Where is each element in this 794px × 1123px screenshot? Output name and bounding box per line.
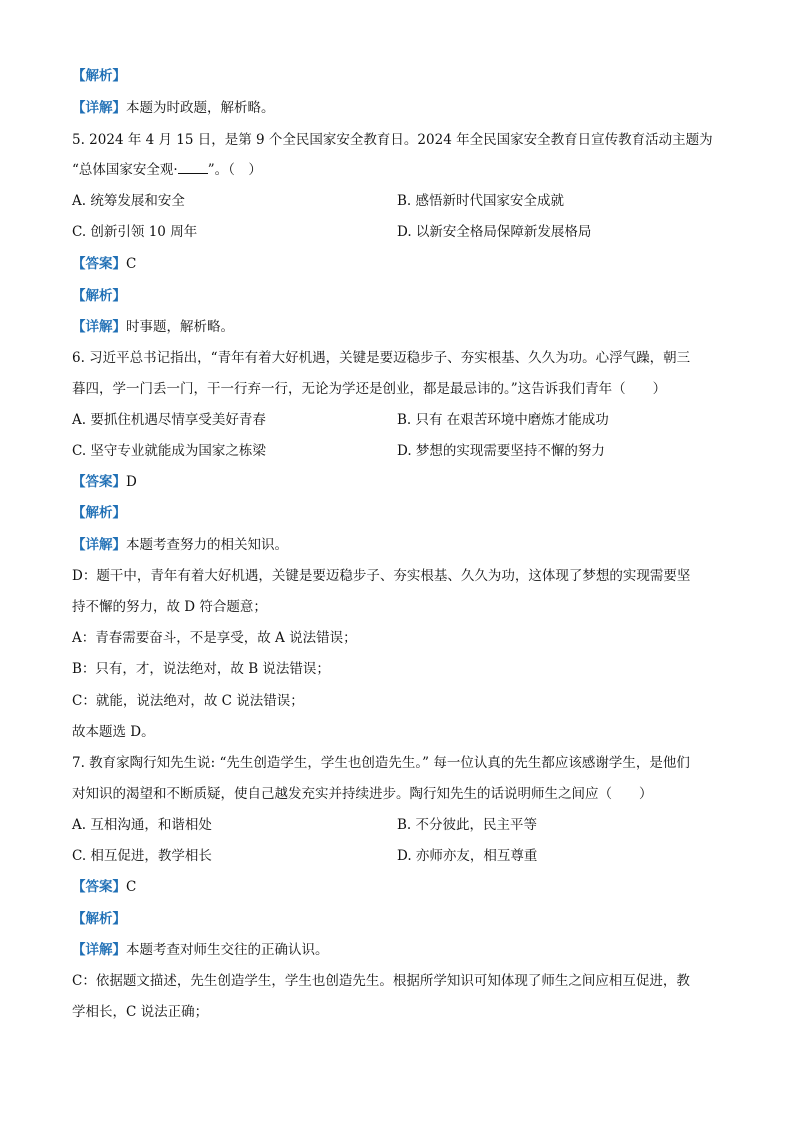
fill-blank (178, 161, 208, 174)
question-7-answer: 【答案】C (72, 879, 137, 895)
question-5-option-a: A. 统筹发展和安全 (72, 193, 185, 209)
question-7-stem-line-2: 对知识的渴望和不断质疑，使自己越发充实并持续进步。陶行知先生的话说明师生之间应（ ） (72, 786, 653, 802)
question-6-option-a: A. 要抓住机遇尽情享受美好青春 (72, 412, 266, 428)
question-6-option-d: D. 梦想的实现需要坚持不懈的努力 (397, 443, 605, 459)
analysis-heading: 【解析】 (72, 68, 126, 84)
question-5-answer: 【答案】C (72, 256, 137, 272)
question-5-option-d: D. 以新安全格局保障新发展格局 (397, 224, 592, 240)
question-5-option-b: B. 感悟新时代国家安全成就 (397, 193, 565, 209)
question-6-detail: 【详解】本题考查努力的相关知识。 (72, 537, 288, 553)
question-7-explanation-c-line-2: 学相长，C 说法正确； (72, 1004, 209, 1020)
question-7-option-a: A. 互相沟通，和谐相处 (72, 817, 212, 833)
question-5-detail: 【详解】时事题，解析略。 (72, 319, 234, 335)
question-6-explanation-d-line-2: 持不懈的努力，故 D 符合题意； (72, 599, 267, 615)
detail-line: 【详解】本题为时政题，解析略。 (72, 100, 275, 116)
question-5-option-c: C. 创新引领 10 周年 (72, 224, 198, 240)
question-6-stem-line-1: 6. 习近平总书记指出，“青年有着大好机遇，关键是要迈稳步子、夯实根基、久久为功。心浮气躁，朝三 (72, 350, 691, 366)
question-7-analysis-heading: 【解析】 (72, 911, 126, 927)
question-5-stem-line-1: 5. 2024 年 4 月 15 日，是第 9 个全民国家安全教育日。2024 年全民国家安全教育日宣传教育活动主题为 (72, 132, 713, 148)
question-7-option-c: C. 相互促进，教学相长 (72, 848, 212, 864)
question-6-explanation-a: A：青春需要奋斗，不是享受，故 A 说法错误； (72, 630, 357, 646)
question-6-explanation-c: C：就能，说法绝对，故 C 说法错误； (72, 693, 304, 709)
question-6-option-c: C. 坚守专业就能成为国家之栋梁 (72, 443, 266, 459)
question-5-stem-line-2: “总体国家安全观· ”。（ ） (72, 162, 262, 178)
question-6-stem-line-2: 暮四，学一门丢一门，干一行弃一行，无论为学还是创业，都是最忌讳的。”这告诉我们青年（ ） (72, 381, 667, 397)
question-7-explanation-c-line-1: C：依据题文描述，先生创造学生，学生也创造先生。根据所学知识可知体现了师生之间应相互促进，教 (72, 973, 690, 989)
question-7-stem-line-1: 7. 教育家陶行知先生说: “先生创造学生，学生也创造先生。” 每一位认真的先生都应该感谢学生，是他们 (72, 755, 690, 771)
question-7-option-d: D. 亦师亦友，相互尊重 (397, 848, 538, 864)
question-7-option-b: B. 不分彼此，民主平等 (397, 817, 538, 833)
question-6-explanation-d-line-1: D：题干中，青年有着大好机遇，关键是要迈稳步子、夯实根基、久久为功，这体现了梦想的实现需要坚 (72, 568, 691, 584)
question-6-analysis-heading: 【解析】 (72, 505, 126, 521)
question-7-detail: 【详解】本题考查对师生交往的正确认识。 (72, 942, 329, 958)
question-6-explanation-b: B：只有，才，说法绝对，故 B 说法错误； (72, 661, 330, 677)
question-6-conclusion: 故本题选 D。 (72, 724, 155, 740)
question-5-analysis-heading: 【解析】 (72, 288, 126, 304)
question-6-option-b: B. 只有 在艰苦环境中磨炼才能成功 (397, 412, 609, 428)
question-6-answer: 【答案】D (72, 474, 137, 490)
